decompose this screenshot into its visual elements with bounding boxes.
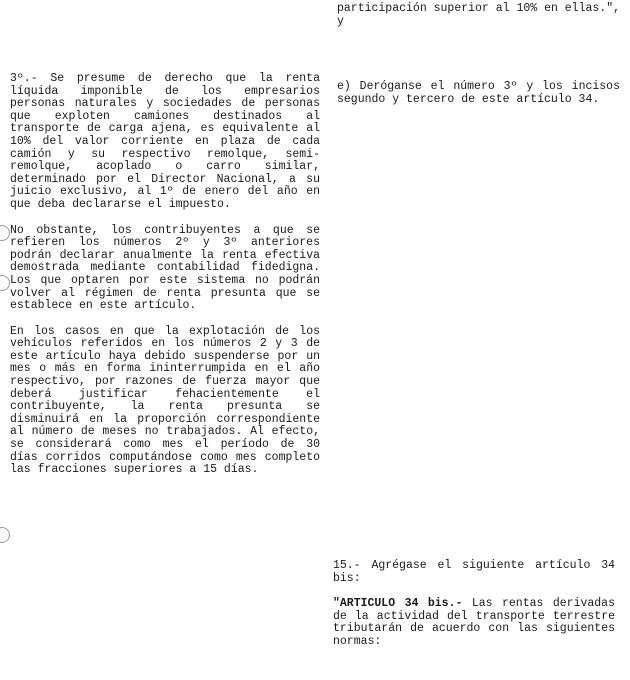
paragraph-e-deroganse: e) Deróganse el número 3º y los incisos segundo y tercero de este artículo 34. <box>337 80 620 106</box>
article-heading: "ARTICULO 34 bis.- <box>333 597 463 611</box>
punch-hole <box>0 527 10 543</box>
article-text: Las rentas derivadas de la actividad del transporte terrestre tributarán de acuerdo con las siguientes normas: <box>333 597 615 648</box>
paragraph-participacion: participación superior al 10% en ellas.", y <box>337 2 620 28</box>
punch-hole <box>0 225 10 241</box>
paragraph-en-los-casos: En los casos en que la explotación de los vehículos referidos en los números 2 y 3 de este artículo haya debido suspenderse por un mes o más en forma ininterrumpida en el año respectivo, por razones de fuerza mayor que deberá justificar fehacientemente el contribuyente, la renta presunta se disminuirá en la proporción correspondiente al número de meses no trabajados. Al efecto, se considerará como mes el período de 30 días corridos computándose como mes completo las fracciones superiores a 15 días. <box>10 324 320 477</box>
right-column-top <box>337 3 620 41</box>
left-column <box>10 73 320 490</box>
paragraph-numero-3: 3º.- Se presume de derecho que la renta líquida imponible de los empresarios personas naturales y sociedades de personas que exploten camiones destinados al transporte de carga ajena, es equivalente al 10% del valor corriente en plaza de cada camión y su respectivo remolque, semi-remolque, acoplado o carro similar, determinado por el Director Nacional, a su juicio exclusivo, al 1º de enero del año en que deba declararse el impuesto. <box>10 72 320 211</box>
punch-hole <box>0 275 10 291</box>
right-column-middle <box>337 81 620 119</box>
paragraph-articulo-34-bis <box>333 598 615 648</box>
paragraph-item-15: 15.- Agrégase el siguiente artículo 34 bis: <box>333 559 615 585</box>
paragraph-no-obstante: No obstante, los contribuyentes a que se refieren los números 2º y 3º anteriores podrán declarar anualmente la renta efectiva demostrada mediante contabilidad fidedigna. Los que optaren por este sistema no podrán volver al régimen de renta presunta que se establece en este artículo. <box>10 223 320 313</box>
right-column-bottom <box>333 560 615 662</box>
